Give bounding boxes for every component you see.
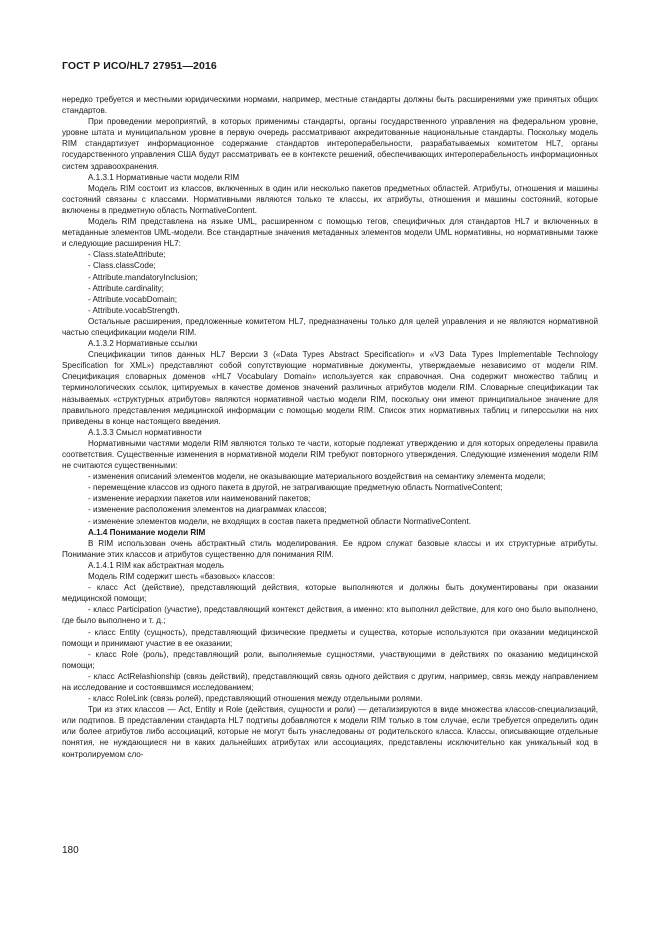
paragraph: - Class.classCode; [88, 261, 156, 271]
document-header: ГОСТ Р ИСО/HL7 27951—2016 [62, 60, 217, 72]
paragraph: Три из этих классов — Act, Entity и Role (действия, сущности и роли) — детализируются в виде множества классов-специализаций, или подтипов. В представлении стандарта HL7 подтипы добавляются к модели RIM только в том случае, если требуется определить один или более атрибутов либо ассоциаций, которые не могут быть унаследованы от родительского класса. Классы, описывающие отдельные понятия, не нуждающиеся ни в каких дальнейших атрибутах или ассоциациях, представлены исключительно как уникальный код в контролируемом сло- [62, 705, 598, 759]
paragraph: Спецификации типов данных HL7 Версии 3 («Data Types Abstract Specification» и «V3 Data Types Implementable Technology Specification for XML») представляют собой сопутствующие нормативные документы, утверждаемые независимо от модели RIM. Спецификация словарных доменов «HL7 Vocabulary Domain» используется как справочная. Она содержит множество таблиц и терминологических ссылок, цитируемых в качестве доменов значений различных атрибутов модели RIM. Словарные спецификации так называемых «структурных атрибутов» являются нормативной частью модели RIM, поскольку они имеют принципиальное значение для правильного представления медицинской информации с помощью модели RIM. Список этих нормативных таблиц и гиперссылки на них приведены в конце настоящего введения. [62, 350, 598, 426]
paragraph: - Attribute.vocabDomain; [88, 294, 177, 304]
paragraph: - изменение элементов модели, не входящих в состав пакета предметной области NormativeContent. [88, 516, 471, 526]
paragraph: Модель RIM состоит из классов, включенных в один или несколько пакетов предметных областей. Атрибуты, отношения и машины состояний связаны с классами. Нормативными являются только те классы, их атрибуты, отношения и машины состояний, которые включены в предметную область NormativeContent. [62, 183, 598, 215]
paragraph: A.1.4 Понимание модели RIM [88, 527, 206, 537]
paragraph: Модель RIM содержит шесть «базовых» классов: [88, 572, 275, 582]
paragraph: Модель RIM представлена на языке UML, расширенном с помощью тегов, специфичных для стандартов HL7 и включенных в метаданные элементов UML-модели. Все стандартные значения метаданных элементов модели UML нормативны, но нормативными также и следующие расширения HL7: [62, 217, 598, 249]
document-body [62, 94, 598, 760]
paragraph: A.1.3.2 Нормативные ссылки [88, 339, 198, 349]
paragraph: - Attribute.mandatoryInclusion; [88, 272, 198, 282]
paragraph: - класс Participation (участие), представляющий контекст действия, а именно: кто выполнил действие, для кого оно было выполнено, где было выполнено и т. д.; [62, 605, 598, 626]
paragraph: A.1.3.1 Нормативные части модели RIM [88, 172, 240, 182]
paragraph: В RIM использован очень абстрактный стиль моделирования. Ее ядром служат базовые классы и их структурные атрибуты. Понимание этих классов и атрибутов существенно для понимания RIM. [62, 538, 598, 559]
paragraph: A.1.3.3 Смысл нормативности [88, 427, 202, 437]
paragraph: - класс Role (роль), представляющий роли, выполняемые сущностями, участвующими в действиях по оказанию медицинской помощи; [62, 649, 598, 670]
paragraph: - класс Act (действие), представляющий действия, которые выполняются и должны быть документированы при оказании медицинской помощи; [62, 583, 598, 604]
paragraph: - Class.stateAttribute; [88, 250, 166, 260]
paragraph: Нормативными частями модели RIM являются только те части, которые подлежат утверждению и для которых определены правила соответствия. Существенные изменения в нормативной модели RIM требуют повторного утверждения. Следующие изменения модели RIM не считаются существенными: [62, 438, 598, 471]
paragraph: - класс Entity (сущность), представляющий физические предметы и существа, которые используются при оказании медицинской помощи и принимают участие в ее оказании; [62, 627, 598, 648]
paragraph: - Attribute.vocabStrength. [88, 305, 180, 315]
paragraph: - изменение иерархии пакетов или наименований пакетов; [88, 494, 311, 504]
paragraph: - класс RoleLink (связь ролей), представляющий отношения между отдельными ролями. [88, 694, 423, 704]
paragraph: При проведении мероприятий, в которых применимы стандарты, органы государственного управления на федеральном уровне, уровне штата и муниципальном уровне в первую очередь рассматривают аккредитованные национальные стандарты. Поскольку модель RIM стандартизует информационное содержание стандартов интероперабельности, разрабатываемых комитетом HL7, органы государственного управления США будут рассматривать ее в контексте решений, обеспечивающих интероперабельность информационных систем здравоохранения. [62, 117, 598, 171]
paragraph: - изменения описаний элементов модели, не оказывающие материального воздействия на семантику элемента модели; [88, 472, 546, 482]
page-number: 180 [62, 845, 79, 856]
paragraph: нередко требуется и местными юридическими нормами, например, местные стандарты должны быть расширениями уже принятых общих стандартов. [62, 95, 598, 116]
paragraph: Остальные расширения, предложенные комитетом HL7, предназначены только для целей управления и не являются нормативной частью спецификации модели RIM. [62, 316, 598, 337]
paragraph: - класс ActRelashionship (связь действий), представляющий связь одного действия с другим, например, связь между направлением на исследование и состоявшимся исследованием; [62, 671, 598, 692]
paragraph: - изменение расположения элементов на диаграммах классов; [88, 505, 327, 515]
paragraph: - перемещение классов из одного пакета в другой, не затрагивающие предметную область NormativeContent; [88, 483, 503, 493]
paragraph: - Attribute.cardinality; [88, 283, 164, 293]
paragraph: A.1.4.1 RIM как абстрактная модель [88, 560, 225, 570]
